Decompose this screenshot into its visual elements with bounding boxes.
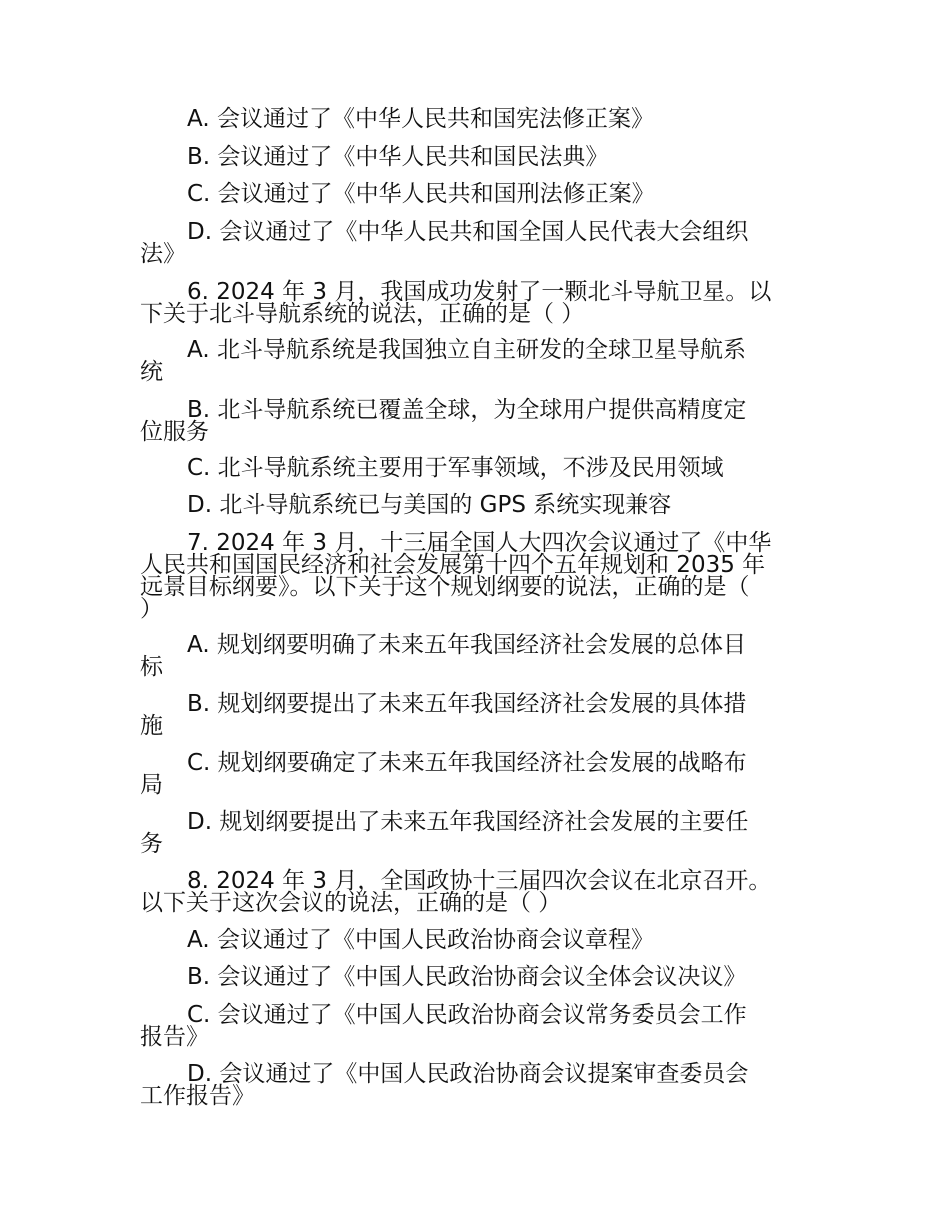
q6-question: 6. 2024 年 3 月，我国成功发射了一颗北斗导航卫星。以 [187, 279, 772, 305]
q6-option-a-continued: 统 [140, 359, 163, 385]
q8-question: 8. 2024 年 3 月，全国政协十三届四次会议在北京召开。 [187, 868, 772, 894]
q5-option-c: C. 会议通过了《中华人民共和国刑法修正案》 [187, 181, 655, 207]
q7-question: 7. 2024 年 3 月，十三届全国人大四次会议通过了《中华 [187, 530, 772, 556]
q7-option-b: B. 规划纲要提出了未来五年我国经济社会发展的具体措 [187, 691, 747, 717]
q7-option-a: A. 规划纲要明确了未来五年我国经济社会发展的总体目 [187, 632, 746, 658]
q6-option-b-continued: 位服务 [140, 419, 209, 445]
q7-option-d-continued: 务 [140, 831, 163, 857]
q7-option-c: C. 规划纲要确定了未来五年我国经济社会发展的战略布 [187, 750, 747, 776]
q6-option-c: C. 北斗导航系统主要用于军事领域，不涉及民用领域 [187, 455, 724, 481]
q8-option-c: C. 会议通过了《中国人民政治协商会议常务委员会工作 [187, 1002, 747, 1028]
q5-option-b: B. 会议通过了《中华人民共和国民法典》 [187, 144, 609, 170]
q7-option-c-continued: 局 [140, 772, 163, 798]
q6-option-a: A. 北斗导航系统是我国独立自主研发的全球卫星导航系 [187, 337, 746, 363]
q8-option-d-continued: 工作报告》 [140, 1083, 255, 1109]
q7-option-d: D. 规划纲要提出了未来五年我国经济社会发展的主要任 [187, 809, 749, 835]
q5-option-d-continued: 法》 [140, 241, 186, 267]
q8-option-d: D. 会议通过了《中国人民政治协商会议提案审查委员会 [187, 1061, 749, 1087]
q8-option-c-continued: 报告》 [140, 1024, 209, 1050]
q8-question-continued: 以下关于这次会议的说法，正确的是（ ） [140, 890, 562, 916]
q5-option-a: A. 会议通过了《中华人民共和国宪法修正案》 [187, 106, 654, 132]
q7-option-b-continued: 施 [140, 713, 163, 739]
q7-question-line-2: 人民共和国国民经济和社会发展第十四个五年规划和 2035 年 [140, 552, 766, 578]
q8-option-b: B. 会议通过了《中国人民政治协商会议全体会议决议》 [187, 964, 747, 990]
q6-option-d: D. 北斗导航系统已与美国的 GPS 系统实现兼容 [187, 492, 672, 518]
q7-question-line-4: ） [140, 596, 163, 622]
q8-option-a: A. 会议通过了《中国人民政治协商会议章程》 [187, 927, 654, 953]
q7-option-a-continued: 标 [140, 654, 163, 680]
q6-question-continued: 下关于北斗导航系统的说法，正确的是（ ） [140, 301, 585, 327]
q7-question-line-3: 远景目标纲要》。以下关于这个规划纲要的说法，正确的是（ [140, 574, 750, 600]
q5-option-d: D. 会议通过了《中华人民共和国全国人民代表大会组织 [187, 219, 749, 245]
q6-option-b: B. 北斗导航系统已覆盖全球，为全球用户提供高精度定 [187, 397, 747, 423]
